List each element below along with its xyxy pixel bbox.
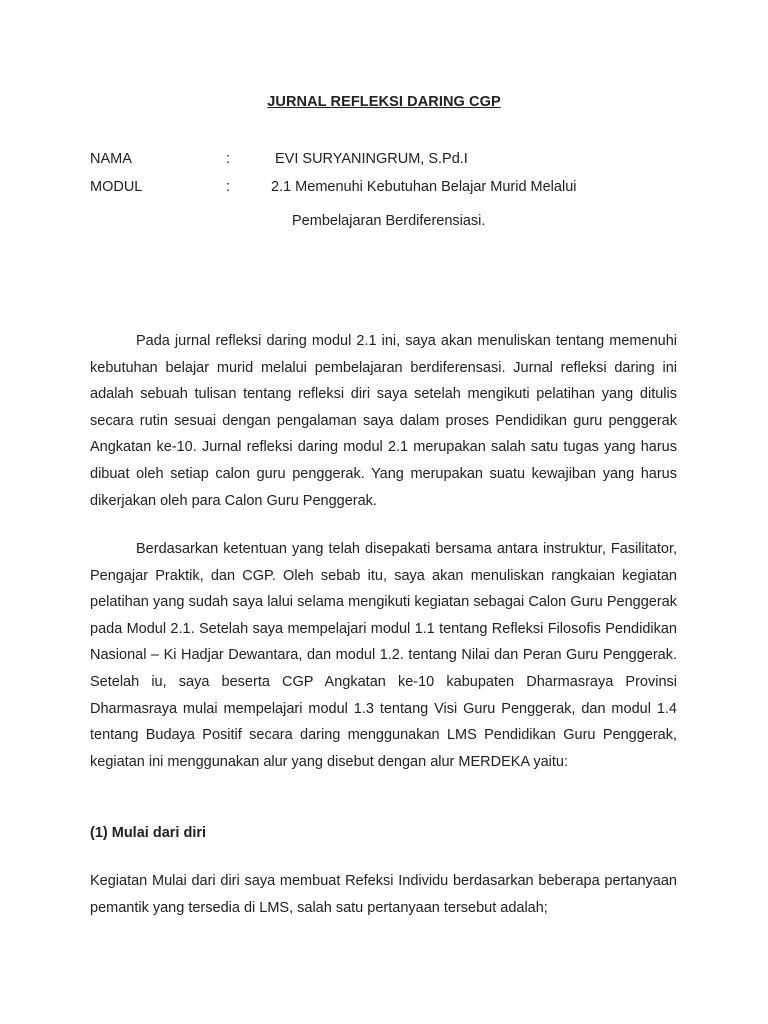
modul-value-line1: 2.1 Memenuhi Kebutuhan Belajar Murid Melalui (271, 179, 577, 195)
document-title: JURNAL REFLEKSI DARING CGP (267, 94, 501, 110)
modul-label: MODUL (90, 179, 143, 195)
nama-colon: : (226, 151, 231, 167)
paragraph-1: Pada jurnal refleksi daring modul 2.1 ini, saya akan menuliskan tentang memenuhi kebutuhan belajar murid melalui pembelajaran berdiferensasi. Jurnal refleksi daring ini adalah sebuah tulisan tentang refleksi diri saya setelah mengikuti pelatihan yang ditulis secara rutin sesuai dengan pengalaman saya dalam proses Pendidikan guru penggerak Angkatan ke-10. Jurnal refleksi daring modul 2.1 merupakan salah satu tugas yang harus dibuat oleh setiap calon guru penggerak. Yang merupakan suatu kewajiban yang harus dikerjakan oleh para Calon Guru Penggerak. (90, 333, 677, 509)
modul-value-line2: Pembelajaran Berdiferensiasi. (292, 213, 486, 229)
paragraph-2: Berdasarkan ketentuan yang telah disepakati bersama antara instruktur, Fasilitator, Pengajar Praktik, dan CGP. Oleh sebab itu, saya akan menuliskan rangkaian kegiatan pelatihan yang sudah saya lalui selama mengikuti kegiatan sebagai Calon Guru Penggerak pada Modul 2.1. Setelah saya mempelajari modul 1.1 tentang Refleksi Filosofis Pendidikan Nasional – Ki Hadjar Dewantara, dan modul 1.2. tentang Nilai dan Peran Guru Penggerak. Setelah iu, saya beserta CGP Angkatan ke-10 kabupaten Dharmasraya Provinsi Dharmasraya mulai mempelajari modul 1.3 tentang Visi Guru Penggerak, dan modul 1.4 tentang Budaya Positif secara daring menggunakan LMS Pendidikan Guru Penggerak, kegiatan ini menggunakan alur yang disebut dengan alur MERDEKA yaitu: (90, 541, 677, 770)
paragraph-3: Kegiatan Mulai dari diri saya membuat Refeksi Individu berdasarkan beberapa pertanyaan pemantik yang tersedia di LMS, salah satu pertanyaan tersebut adalah; (90, 873, 677, 916)
nama-value: EVI SURYANINGRUM, S.Pd.I (275, 151, 468, 167)
modul-colon: : (226, 179, 231, 195)
nama-label: NAMA (90, 151, 132, 167)
section-heading: (1) Mulai dari diri (90, 825, 207, 841)
